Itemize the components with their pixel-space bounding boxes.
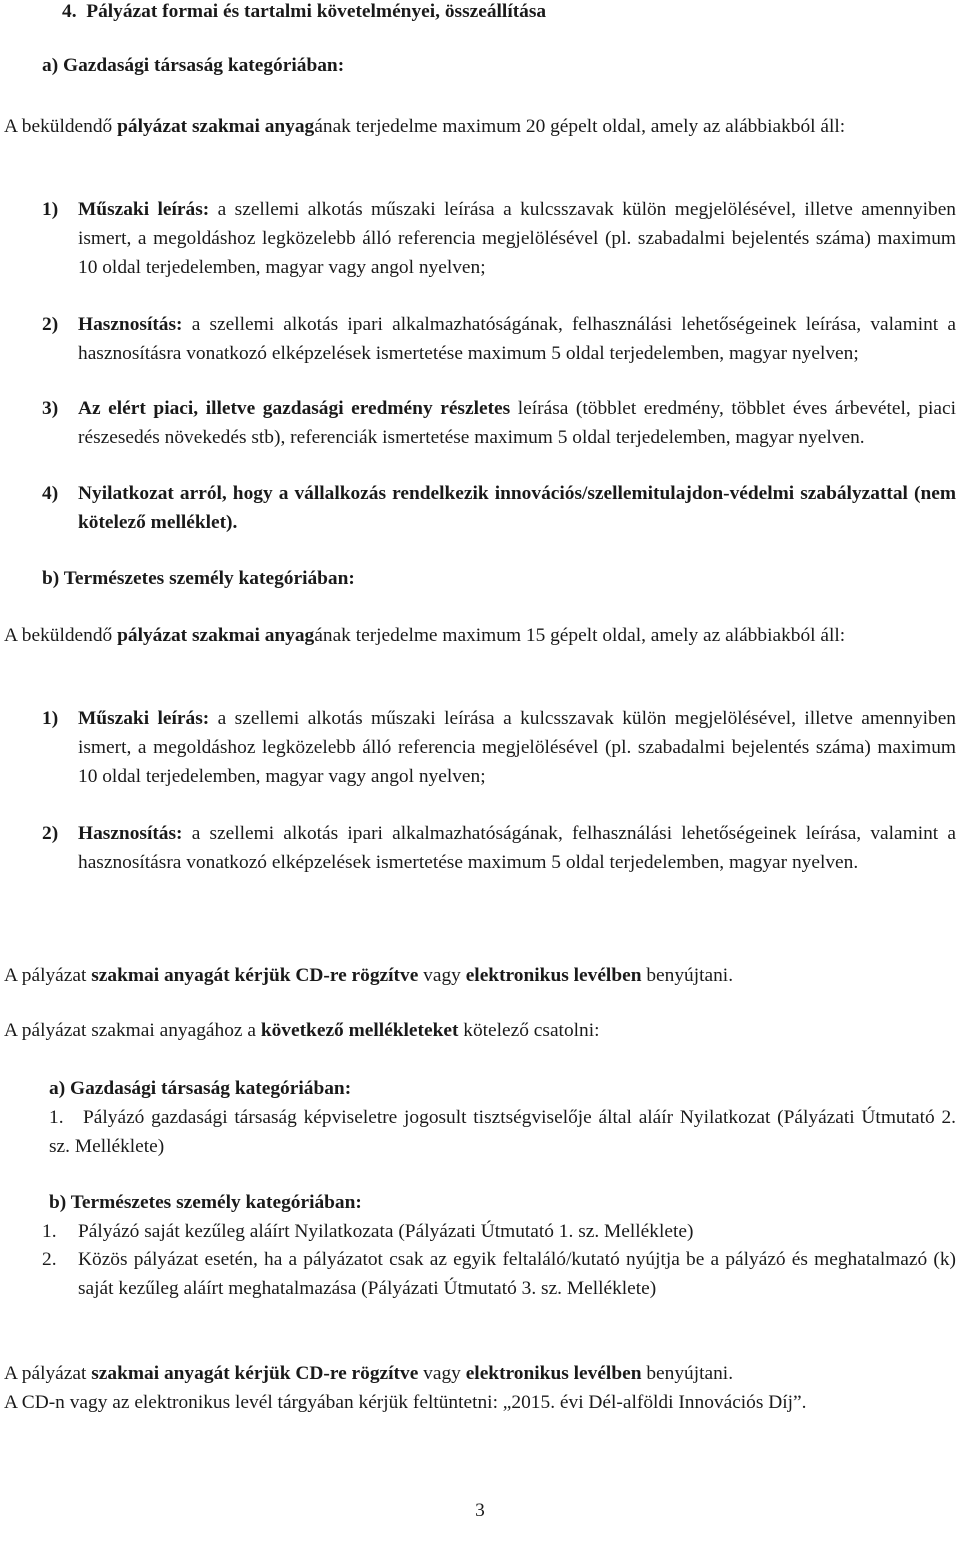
category-b-heading: b) Természetes személy kategóriában:	[42, 568, 355, 589]
item-text: Pályázó gazdasági társaság képviseletre jogosult tisztségviselője által aláír Nyilatkozat (Pályázati Útmutató 2. sz. Melléklete)	[49, 1107, 956, 1157]
attachments-b-item-1	[42, 1217, 956, 1246]
note-bold: elektronikus levélben	[465, 1363, 642, 1384]
intro-text: A pályázat szakmai anyagához a	[4, 1020, 261, 1041]
item-number: 1)	[42, 199, 59, 220]
note-text: A pályázat	[4, 965, 92, 986]
attachments-b-heading: b) Természetes személy kategóriában:	[49, 1192, 362, 1213]
note-text: vagy	[418, 1363, 466, 1384]
intro-text: ának terjedelme maximum 20 gépelt oldal, amely az alábbiakból áll:	[314, 116, 846, 137]
page-number: 3	[475, 1500, 485, 1521]
item-number: 2)	[42, 314, 59, 335]
category-b-item-1	[42, 704, 956, 791]
category-a-item-2	[42, 310, 956, 368]
item-text: a szellemi alkotás műszaki leírása a kulcsszavak külön megjelölésével, illetve amennyiben ismert, a megoldáshoz legközelebb álló referencia megjelölésével (pl. szabadalmi bejelentés száma) maximum 10 oldal terjedelemben, magyar vagy angol nyelven;	[78, 708, 957, 787]
item-text: Közös pályázat esetén, ha a pályázatot csak az egyik feltaláló/kutató nyújtja be a pályázó és meghatalmazó (k) saját kezűleg aláírt meghatalmazása (Pályázati Útmutató 3. sz. Melléklete)	[78, 1249, 956, 1299]
item-number: 4)	[42, 483, 59, 504]
item-number: 1.	[42, 1221, 57, 1242]
cd-note-text: A CD-n vagy az elektronikus levél tárgyában kérjük feltüntetni: „2015. évi Dél-alföldi Innovációs Díj”.	[4, 1392, 807, 1413]
note-text: vagy	[418, 965, 466, 986]
item-title: Hasznosítás:	[78, 823, 183, 844]
submission-note-repeat	[4, 1359, 956, 1388]
item-title: Hasznosítás:	[78, 314, 183, 335]
note-bold: szakmai anyagát kérjük CD-re rögzítve	[91, 1363, 419, 1384]
intro-text: A beküldendő	[4, 625, 118, 646]
intro-text: A beküldendő	[4, 116, 118, 137]
attachments-a-heading: a) Gazdasági társaság kategóriában:	[49, 1078, 352, 1099]
note-bold: elektronikus levélben	[465, 965, 642, 986]
item-number: 1.	[49, 1107, 64, 1128]
item-title: Nyilatkozat arról, hogy a vállalkozás rendelkezik innovációs/szellemitulajdon-védelmi szabályzattal (nem kötelező melléklet).	[78, 483, 956, 533]
note-text: benyújtani.	[641, 1363, 734, 1384]
category-b-item-2	[42, 819, 956, 877]
item-number: 3)	[42, 398, 59, 419]
intro-text: kötelező csatolni:	[458, 1020, 600, 1041]
intro-bold: következő mellékleteket	[260, 1020, 459, 1041]
item-text: a szellemi alkotás ipari alkalmazhatóságának, felhasználási lehetőségeinek leírása, valamint a hasznosításra vonatkozó elképzelések ismertetése maximum 5 oldal terjedelemben, magyar nyelven.	[78, 823, 956, 873]
item-title: Műszaki leírás:	[78, 199, 210, 220]
item-text: a szellemi alkotás ipari alkalmazhatóságának, felhasználási lehetőségeinek leírása, valamint a hasznosításra vonatkozó elképzelések ismertetése maximum 5 oldal terjedelemben, magyar nyelven;	[78, 314, 956, 364]
intro-bold: pályázat szakmai anyag	[117, 116, 315, 137]
category-a-intro	[4, 112, 956, 141]
item-text: a szellemi alkotás műszaki leírása a kulcsszavak külön megjelölésével, illetve amennyiben ismert, a megoldáshoz legközelebb álló referencia megjelölésével (pl. szabadalmi bejelentés száma) maximum 10 oldal terjedelemben, magyar vagy angol nyelven;	[78, 199, 957, 278]
category-a-item-4	[42, 479, 956, 537]
item-title: Műszaki leírás:	[78, 708, 210, 729]
item-number: 2.	[42, 1249, 57, 1270]
category-a-item-3	[42, 394, 956, 452]
attachments-b-item-2	[42, 1245, 956, 1303]
category-a-item-1	[42, 195, 956, 282]
item-number: 1)	[42, 708, 59, 729]
category-a-heading: a) Gazdasági társaság kategóriában:	[42, 55, 345, 76]
category-b-intro	[4, 621, 956, 650]
intro-bold: pályázat szakmai anyag	[117, 625, 315, 646]
attachments-a-item-1	[49, 1103, 956, 1161]
note-text: A pályázat	[4, 1363, 92, 1384]
intro-text: ának terjedelme maximum 15 gépelt oldal, amely az alábbiakból áll:	[314, 625, 846, 646]
attachments-intro	[4, 1016, 956, 1045]
section-title: 4. Pályázat formai és tartalmi követelményei, összeállítása	[62, 1, 547, 22]
cd-subject-note	[4, 1388, 956, 1417]
item-title: Az elért piaci, illetve gazdasági eredmény részletes	[78, 398, 511, 419]
item-text: leírása (többlet eredmény, többlet éves árbevétel, piaci részesedés növekedés stb), referenciák ismertetése maximum 5 oldal terjedelemben, magyar nyelven.	[78, 398, 956, 448]
item-text: Pályázó saját kezűleg aláírt Nyilatkozata (Pályázati Útmutató 1. sz. Melléklete)	[78, 1221, 694, 1242]
note-text: benyújtani.	[641, 965, 734, 986]
item-number: 2)	[42, 823, 59, 844]
note-bold: szakmai anyagát kérjük CD-re rögzítve	[91, 965, 419, 986]
submission-note	[4, 961, 956, 990]
